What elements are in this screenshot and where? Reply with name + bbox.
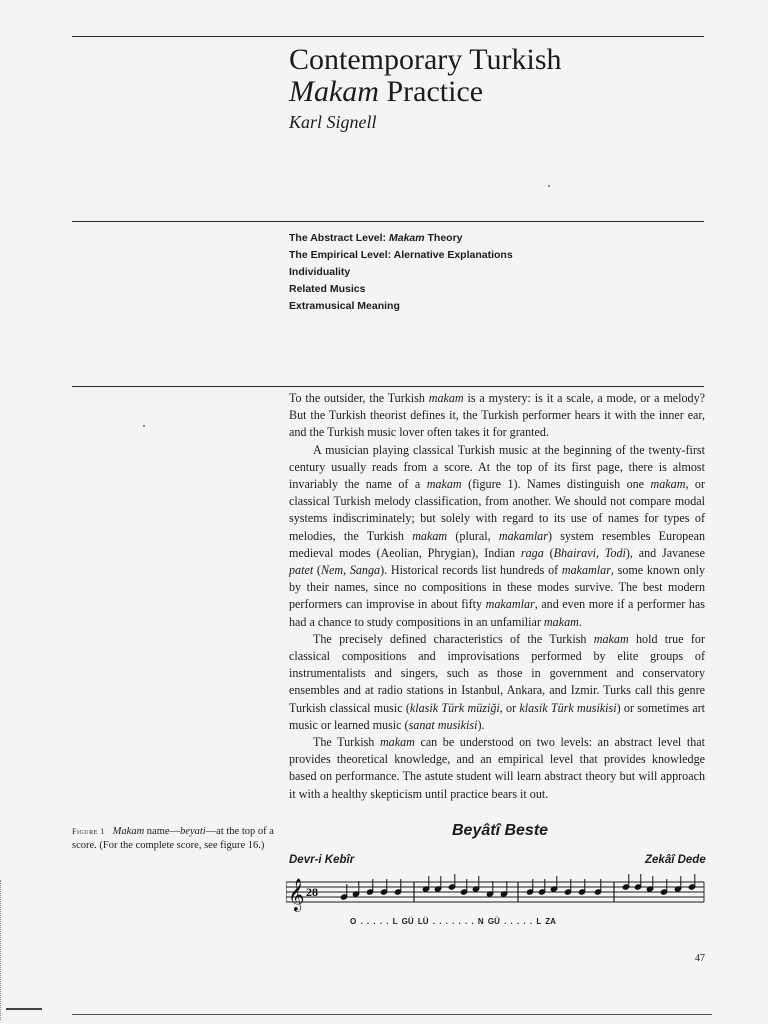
score-usul: Devr-i Kebîr [289, 854, 355, 866]
table-of-contents [289, 230, 709, 315]
toc-item-individuality: Individuality [289, 266, 351, 278]
scan-speck [143, 425, 145, 427]
page-title [289, 44, 709, 108]
score-lyrics: O . . . . . L GÜ LÜ . . . . . . . N GÜ . . . . . L ZA [350, 917, 556, 926]
scan-speck [548, 185, 550, 187]
author-name: Karl Signell [289, 112, 377, 132]
bottom-rule [72, 1014, 712, 1015]
toc-item-extramusical-meaning: Extramusical Meaning [289, 300, 400, 312]
paragraph: The precisely defined characteristics of the Turkish makam hold true for classical compositions and improvisations performed by elite groups of instrumentalists and singers, such as those in government and conservatory ensembles and at radio stations in Istanbul, Ankara, and Izmir. Turks call this genre Turkish classical music (klasik Türk müziği, or klasik Türk musikisi) or sometimes art music or learned music (sanat musikisi). [289, 631, 705, 732]
section-rule [72, 221, 704, 222]
paragraph: A musician playing classical Turkish music at the beginning of the twenty-first century usually reads from a score. At the top of its first page, there is almost invariably the name of a makam (figure 1). Names distinguish one makam, or classical Turkish melody classification, from another. We should not compare modal systems indiscriminately; but solely with regard to its use of names for types of melodies, the Turkish makam (plural, makamlar) system resembles European medieval modes (Aeolian, Phrygian), Indian raga (Bhairavi, Todi), and Javanese patet (Nem, Sanga). Historical records list hundreds of makamlar, some known only by their names, since no compositions in these modes survive. The best modern performers can improvise in about fifty makamlar, and even more if a performer has had a chance to study compositions in an unfamiliar makam. [289, 442, 706, 629]
music-staff [286, 874, 706, 914]
treble-clef-icon: 𝄞 [288, 878, 305, 911]
figure-label: Figure 1 [72, 827, 105, 836]
scan-margin-mark [0, 880, 7, 1020]
toc-item-empirical-level: The Empirical Level: Alernative Explanations [289, 249, 513, 261]
paragraph: To the outsider, the Turkish makam is a mystery: is it a scale, a mode, or a melody? But the Turkish theorist defines it, the Turkish performer hears it with the inner ear, and the Turkish music lover often takes it for granted. [289, 391, 705, 440]
toc-item-related-musics: Related Musics [289, 283, 366, 295]
title-italic-word: Makam [289, 75, 379, 108]
title-line-1: Contemporary Turkish [289, 43, 562, 76]
paragraph: The Turkish makam can be understood on two levels: an abstract level that provides theoretical knowledge, and an empirical level that provides knowledge based on performance. The astute student will learn abstract theory but will approach it with a healthy skepticism until practice bears it out. [289, 735, 706, 801]
scan-margin-bar [6, 1008, 42, 1010]
page-number: 47 [695, 953, 705, 964]
title-line-2: Practice [378, 75, 484, 108]
toc-item-abstract-level: The Abstract Level: Makam Theory [289, 232, 463, 244]
figure-caption: Figure 1 Makam name—beyati—at the top of a score. (For the complete score, see figure 16.) [72, 826, 274, 851]
top-rule [72, 36, 704, 37]
body-text [289, 390, 705, 803]
score-composer: Zekâî Dede [645, 854, 706, 866]
title-block [289, 44, 709, 132]
time-signature: 28 [306, 885, 318, 899]
score-title: Beyâtî Beste [452, 822, 549, 839]
section-rule [72, 386, 704, 387]
